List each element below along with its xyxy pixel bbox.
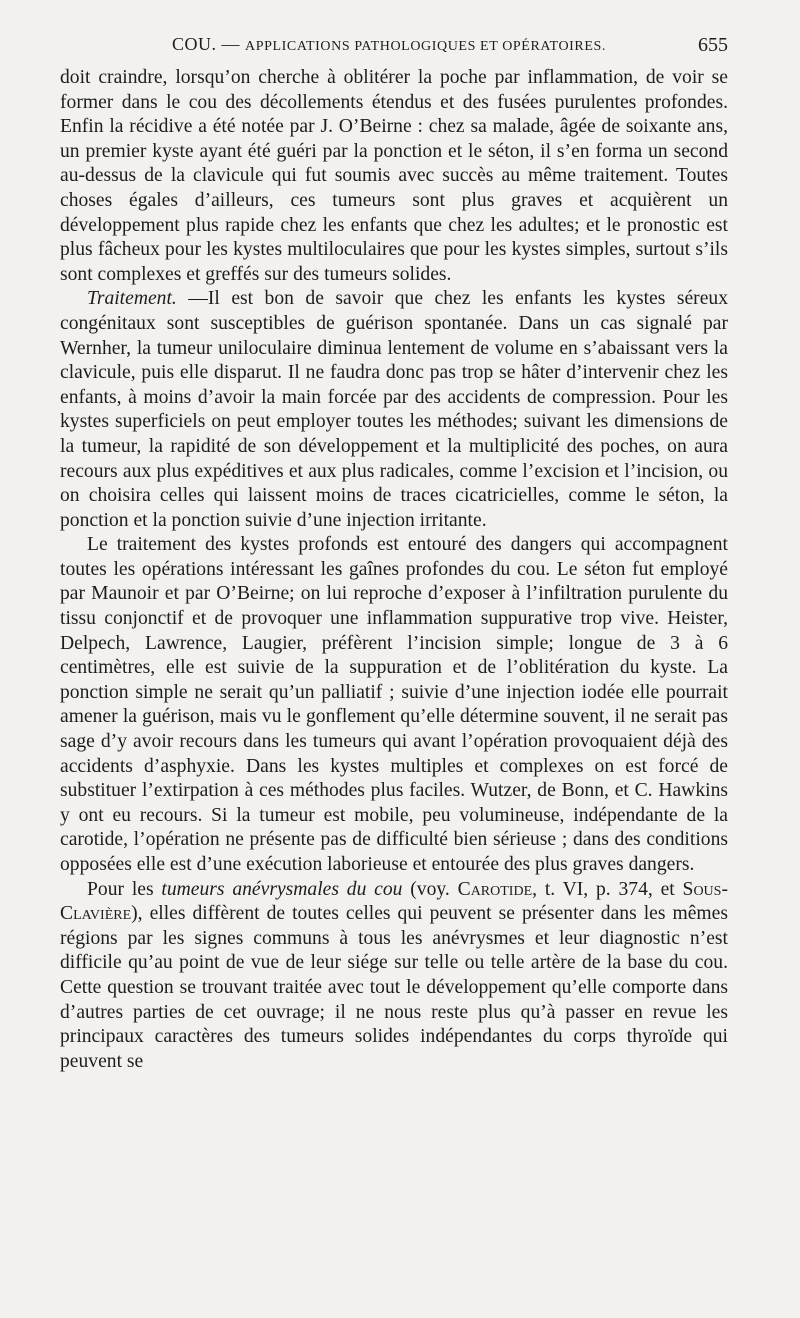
- running-header: [60, 34, 730, 60]
- running-title-main: COU.: [172, 34, 217, 54]
- cross-ref-sous-claviere: Sous-Clavière: [60, 878, 728, 925]
- paragraph-4-part-c: , t. VI, p. 374, et: [532, 878, 683, 900]
- running-title-rest: APPLICATIONS PATHOLOGIQUES ET OPÉRATOIRES.: [245, 39, 606, 54]
- running-title-separator: —: [221, 34, 241, 54]
- paragraph-2: [60, 287, 728, 533]
- paragraph-3: [60, 533, 728, 877]
- page-number: 655: [698, 34, 728, 56]
- paragraph-4-italic-term: tumeurs anévrysmales du cou: [161, 878, 403, 900]
- cross-ref-carotide: Carotide: [457, 878, 533, 900]
- paragraph-4-part-d: ), elles diffèrent de toutes celles qui peuvent se présenter dans les mêmes régions par les signes communs à tous les anévrysmes et leur diagnostic n’est difficile qu’au point de vue de leur siége sur telle ou telle artère de la base du cou. Cette question se trouvant traitée avec tout le développement qu’elle comporte dans d’autres parties de cet ouvrage; il ne nous reste plus qu’à passer en revue les principaux caractères des tumeurs solides indépendantes du corps thyroïde qui peuvent se: [60, 903, 728, 1072]
- paragraph-2-text: —Il est bon de savoir que chez les enfants les kystes séreux congénitaux sont susceptibles de guérison spontanée. Dans un cas signalé par Wernher, la tumeur uniloculaire diminua lentement de volume en s’abaissant vers la clavicule, puis elle disparut. Il ne faudra donc pas trop se hâter d’intervenir chez les enfants, à moins d’avoir la main forcée par des accidents de compression. Pour les kystes superficiels on peut employer toutes les méthodes; suivant les dimensions de la tumeur, la rapidité de son développement et la multiplicité des poches, on aura recours aux plus expéditives et aux plus radicales, comme l’excision et l’incision, ou on choisira celles qui laissent moins de traces cicatricielles, comme le séton, la ponction et la ponction suivie d’une injection irritante.: [60, 288, 728, 531]
- paragraph-1-text: doit craindre, lorsqu’on cherche à oblitérer la poche par inflammation, de voir se former dans le cou des décollements étendus et des fusées purulentes profondes. Enfin la récidive a été notée par J. O’Beirne : chez sa malade, âgée de soixante ans, un premier kyste ayant été guéri par la ponction et le séton, il s’en forma un second au-dessus de la clavicule qui fut soumis avec succès au même traitement. Toutes choses égales d’ailleurs, ces tumeurs sont plus graves et acquièrent un développement plus rapide chez les enfants que chez les adultes; et le pronostic est plus fâcheux pour les kystes multiloculaires que pour les kystes simples, surtout s’ils sont complexes et greffés sur des tumeurs solides.: [60, 67, 728, 285]
- paragraph-4-lead: Pour les: [87, 878, 162, 900]
- paragraph-1: [60, 66, 728, 287]
- running-title: [172, 34, 606, 55]
- paragraph-3-text: Le traitement des kystes profonds est entouré des dangers qui accompagnent toutes les opérations intéressant les gaînes profondes du cou. Le séton fut employé par Maunoir et par O’Beirne; on lui reproche d’exposer à l’infiltration purulente du tissu conjonctif et de provoquer une inflammation suppurative trop vive. Heister, Delpech, Lawrence, Laugier, préfèrent l’incision simple; longue de 3 à 6 centimètres, elle est suivie de la suppuration et de l’oblitération du kyste. La ponction simple ne serait qu’un palliatif ; suivie d’une injection iodée elle pourrait amener la guérison, mais vu le gonflement qu’elle détermine souvent, il ne serait pas sage d’y avoir recours dans les tumeurs qui avant l’opération provoquaient déjà des accidents d’asphyxie. Dans les kystes multiples et complexes on est forcé de substituer l’extirpation à ces méthodes plus faciles. Wutzer, de Bonn, et C. Hawkins y ont eu recours. Si la tumeur est mobile, peu volumineuse, indépendante de la carotide, l’opération ne présente pas de difficulté bien sérieuse ; dans des conditions opposées elle est d’une exécution laborieuse et entourée des plus graves dangers.: [60, 534, 728, 875]
- body-text: [60, 66, 728, 1074]
- paragraph-4: [60, 878, 728, 1075]
- paragraph-4-part-b: (voy.: [402, 878, 458, 900]
- section-heading-traitement: Traitement.: [87, 288, 177, 310]
